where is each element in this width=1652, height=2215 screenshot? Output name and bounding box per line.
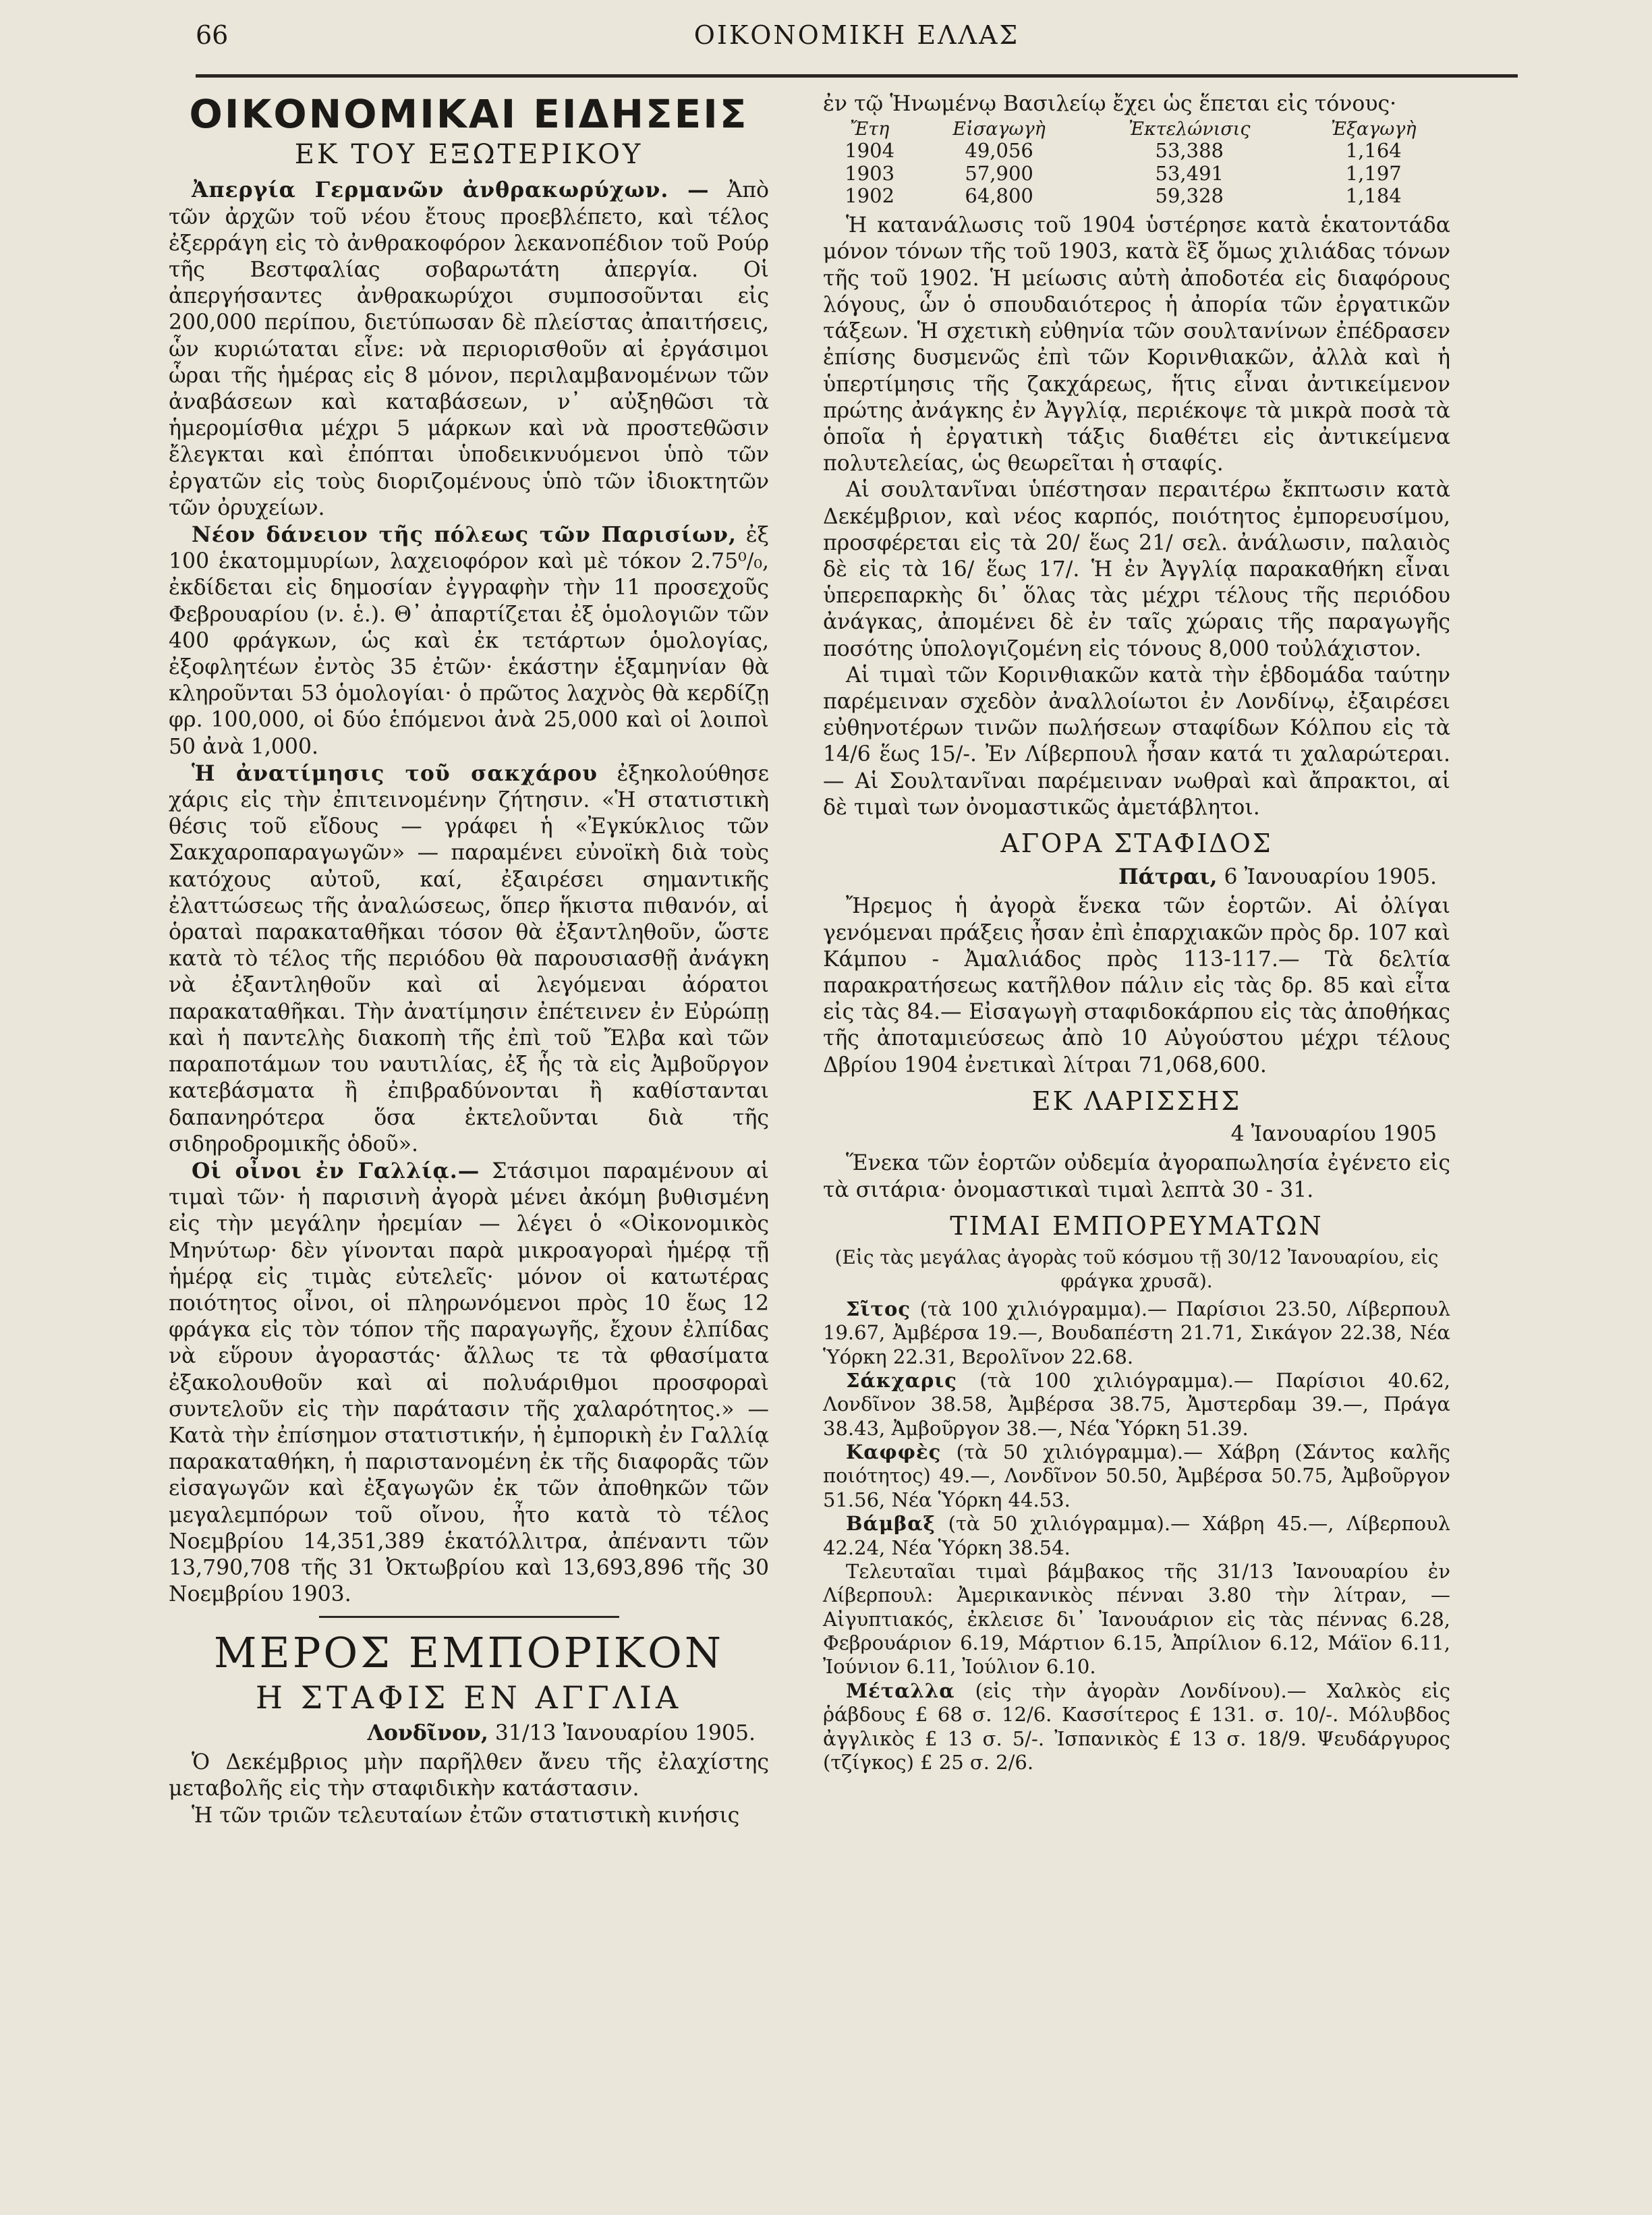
price-entry-lead: Μέταλλα [846,1679,955,1702]
table-cell: 1903 [845,161,895,185]
price-entry-text: (τὰ 100 χιλιόγραμμα).— Παρίσιοι 23.50, Λίβερπουλ 19.67, Ἀμβέρσα 19.—, Βουδαπέστη 21.71, Σικάγον 22.38, Νέα Ὑόρκη 22.31, Βερολῖνον 22.68. [823,1297,1451,1368]
commercial-section-title: ΜΕΡΟΣ ΕΜΠΟΡΙΚΟΝ [213,1628,724,1678]
price-entry-wheat [823,1297,1450,1369]
table-cell: 57,900 [965,161,1033,185]
table-row [823,163,1450,185]
table-cell: 1,184 [1345,184,1402,207]
article-lead: Ἀπεργία Γερμανῶν ἀνθρακωρύχων. — [192,177,710,203]
table-header: Ἐξαγωγὴ [1330,119,1417,140]
paragraph: Ἡ κατανάλωσις τοῦ 1904 ὑστέρησε κατὰ ἑκατοντάδα μόνον τόνων τῆς τοῦ 1903, κατὰ ἓξ ὅμως χιλιάδας τόνων τῆς τοῦ 1902. Ἡ μείωσις αὐτὴ ἀποδοτέα εἰς διαφόρους λόγους, ὧν ὁ σπουδαιότερος ἡ ἀπορία τῶν ἐργατικῶν τάξεων. Ἡ σχετικὴ εὐθηνία τῶν σουλτανίνων ἐπέδρασεν ἐπίσης δυσμενῶς ἐπὶ τῶν Κορινθιακῶν, ἀλλὰ καὶ ἡ ὑπερτίμησις τῆς ζακχάρεως, ἥτις εἶναι ἀντικείμενον πρώτης ἀνάγκης ἐν Ἀγγλίᾳ, περιέκοψε τὰ μικρὰ ποσὰ τὰ ὁποῖα ἡ ἐργατικὴ τάξις διαθέτει εἰς ἀντικείμενα πολυτελείας, ὡς θεωρεῖται ἡ σταφίς. [823,213,1450,476]
article-lead: Νέον δάνειον τῆς πόλεως τῶν Παρισίων, [192,522,737,548]
paragraph: Αἱ τιμαὶ τῶν Κορινθιακῶν κατὰ τὴν ἑβδομάδα ταύτην παρέμειναν σχεδὸν ἀναλλοίωτοι ἐν Λονδίνῳ, ἐξαιρέσει εὐθηνοτέρων τινῶν πωλήσεων σταφίδων Κόλπου εἰς τὰ 14/6 ἕως 15/-. Ἐν Λίβερπουλ ἦσαν κατά τι χαλαρώτεραι.— Αἱ Σουλτανῖναι παρέμειναν νωθραὶ καὶ ἄπρακτοι, αἱ δὲ τιμαὶ των ὀνομαστικῶς ἀμετάβλητοι. [823,663,1450,820]
article-sugar [169,760,769,1158]
running-header [196,20,1518,61]
dateline-place: Πάτραι, [1118,864,1218,890]
table-cell: 1,197 [1345,161,1402,185]
section-divider [319,1616,619,1618]
price-entry-text: (τὰ 50 χιλιόγραμμα).— Χάβρη (Σάντος καλῆς ποιότητος) 49.—, Λονδῖνον 50.50, Ἀμβέρσα 50.75, Ἀμβοῦργον 51.56, Νέα Ὑόρκη 44.53. [823,1440,1450,1511]
article-strike [169,177,769,522]
price-entry-text: Τελευταῖαι τιμαὶ βάμβακος τῆς 31/13 Ἰανουαρίου ἐν Λίβερπουλ: Ἀμερικανικὸς πένναι 3.80 τὴν λίτραν, — Αἰγυπτιακός, ἐκλεισε δι᾿ Ἰανουάριον εἰς τὰς πέννας 6.28, Φεβρουάριον 6.19, Μάρτιον 6.15, Ἀπρίλιον 6.12, Μάϊον 6.11, Ἰούνιον 6.11, Ἰούλιον 6.10. [823,1559,1450,1679]
price-entry-lead: Βάμβαξ [846,1512,936,1536]
commodity-prices-title: ΤΙΜΑΙ ΕΜΠΟΡΕΥΜΑΤΩΝ [950,1210,1323,1241]
paragraph: Ἕνεκα τῶν ἑορτῶν οὐδεμία ἀγοραπωλησία ἐγένετο εἰς τὰ σιτάρια· ὀνομαστικαὶ τιμαὶ λεπτὰ 30 - 31. [823,1151,1450,1202]
dateline-date: 4 Ἰανουαρίου 1905 [1230,1122,1437,1147]
dateline-date: 31/13 Ἰανουαρίου 1905. [494,1720,756,1745]
price-entry-coffee [823,1440,1450,1512]
table-cell: 53,491 [1155,161,1224,185]
price-entry-lead: Σῖτος [846,1297,911,1320]
table-header-row [823,119,1450,140]
article-body: ἐξηκολούθησε χάρις εἰς τὴν ἐπιτεινομένην ζήτησιν. «Ἡ στατιστικὴ θέσις τοῦ εἴδους — γράφει ἡ «Ἐγκύκλιος τῶν Σακχαροπαραγωγῶν» — παραμένει εὐνοϊκὴ διὰ τοὺς κατόχους αὐτοῦ, καί, ἐξαιρέσει σημαντικῆς ἐλαττώσεως τῆς ἀναλώσεως, ὅπερ ἥκιστα πιθανόν, αἱ ὁραταὶ παρακαταθῆκαι τόσον θὰ ἐξαντληθοῦν, ὥστε κατὰ τὸ τέλος τῆς περιόδου θὰ παρουσιασθῇ ἀνάγκη νὰ ἐξαντληθοῦν καὶ αἱ λεγόμεναι ἀόρατοι παρακαταθῆκαι. Τὴν ἀνατίμησιν ἐπέτεινεν ἐν Εὐρώπῃ καὶ ἡ παντελὴς διακοπὴ τῆς ἐπὶ τοῦ Ἔλβα καὶ τῶν παραποτάμων του ναυτιλίας, ἐξ ἧς τὰ εἰς Ἀμβοῦργον κατεβάσματα ἢ ἐπιβραδύνονται ἢ καθίστανται δαπανηρότερα ὅσα ἐκτελοῦνται διὰ τῆς σιδηροδρομικῆς ὁδοῦ». [169,761,769,1156]
price-entry-cotton [823,1512,1450,1560]
price-entry-text: (εἰς τὴν ἀγορὰν Λονδίνου).— Χαλκὸς εἰς ῥάβδους £ 68 σ. 12/6. Κασσίτερος £ 131. σ. 10/-. Μόλυβδος ἀγγλικὸς £ 13 σ. 5/-. Ἰσπανικὸς £ 13 σ. 18/9. Ψευδάργυρος (τζίγκος) £ 25 σ. 2/6. [823,1679,1450,1774]
prices-note: (Εἰς τὰς μεγάλας ἀγορὰς τοῦ κόσμου τῇ 30/12 Ἰανουαρίου, εἰς φράγκα χρυσᾶ). [834,1246,1439,1292]
page-number: 66 [196,20,229,50]
table-cell: 1,164 [1345,139,1402,163]
price-entry-text: (τὰ 100 χιλιόγραμμα).— Παρίσιοι 40.62, Λονδῖνον 38.58, Ἀμβέρσα 38.75, Ἀμστερδαμ 39.—, Πράγα 38.43, Ἀμβοῦργον 38.—, Νέα Ὑόρκη 51.39. [823,1368,1451,1440]
right-column [823,91,1450,1774]
table-header: Ἔτη [849,119,890,140]
price-entry-sugar [823,1369,1450,1440]
article-body: Ἀπὸ τῶν ἀρχῶν τοῦ νέου ἔτους προεβλέπετο, καὶ τέλος ἐξερράγη εἰς τὸ ἀνθρακοφόρον λεκανοπέδιον τοῦ Ρούρ τῆς Βεστφαλίας σοβαρωτάτη ἀπεργία. Οἱ ἀπεργήσαντες ἀνθρακωρύχοι συμποσοῦνται εἰς 200,000 περίπου, διετύπωσαν δὲ πλείστας ἀπαιτήσεις, ὧν κυριώταται εἶνε: νὰ περιορισθοῦν αἱ ἐργάσιμοι ὧραι τῆς ἡμέρας εἰς 8 μόνον, περιλαμβανομένων τῶν ἀναβάσεων καὶ καταβάσεων, ν᾿ αὐξηθῶσι τὰ ἡμερομίσθια μέχρι 5 μάρκων καὶ νὰ προστεθῶσιν ἔλεγκται καὶ ἐπόπται ὑποδεικνυόμενοι ὑπὸ τῶν ἐργατῶν εἰς τοὺς διοριζομένους ὑπὸ τῶν ἰδιοκτητῶν τῶν ὀρυχείων. [169,178,769,520]
paragraph: Ὁ Δεκέμβριος μὴν παρῆλθεν ἄνευ τῆς ἐλαχίστης μεταβολῆς εἰς τὴν σταφιδικὴν κατάστασιν. [169,1750,769,1801]
paragraph: Αἱ σουλτανῖναι ὑπέστησαν περαιτέρω ἔκπτωσιν κατὰ Δεκέμβριον, καὶ νέος καρπός, ποιότητος ἐμπορευσίμου, προσφέρεται εἰς τὰ 20/ ἕως 21/ σελ. ἀνάλωσιν, παλαιὸς δὲ εἰς τὰ 16/ ἕως 17/. Ἡ ἐν Ἀγγλίᾳ παρακαθήκη εἶναι ὑπερεπαρκὴς δι᾿ ὅλας τὰς μέχρι τέλους τῆς περιόδου ἀνάγκας, ἀπομένει δὲ ἐν ταῖς χώραις τῆς παραγωγῆς ποσότης ὑπολογιζομένη εἰς τόνους 8,000 τοὐλάχιστον. [823,478,1450,661]
raisin-stats-table [823,119,1450,207]
article-lead: Ἡ ἀνατίμησις τοῦ σακχάρου [192,760,598,786]
raisin-england-title: Η ΣΤΑΦΙΣ ΕΝ ΑΓΓΛΙΑ [255,1679,683,1716]
article-body: ἐξ 100 ἑκατομμυρίων, λαχειοφόρον καὶ μὲ τόκον 2.75⁰/₀, ἐκδίδεται εἰς δημοσίαν ἐγγραφὴν τὴν 11 προσεχοῦς Φεβρουαρίου (ν. ἑ.). Θ᾿ ἀπαρτίζεται ἐξ ὁμολογιῶν τῶν 400 φράγκων, ὡς καὶ ἐκ τετάρτων ὁμολογίας, ἐξοφλητέων ἐντὸς 35 ἐτῶν· ἑκάστην ἑξαμηνίαν θὰ κληροῦνται 53 ὁμολογίαι· ὁ πρῶτος λαχνὸς θὰ κερδίζῃ φρ. 100,000, οἱ δύο ἑπόμενοι ἀνὰ 25,000 καὶ οἱ λοιποὶ 50 ἀνὰ 1,000. [169,523,770,759]
dateline-date: 6 Ἰανουαρίου 1905. [1224,865,1437,890]
larissa-title: ΕΚ ΛΑΡΙΣΣΗΣ [1031,1086,1242,1116]
article-body: Στάσιμοι παραμένουν αἱ τιμαὶ τῶν· ἡ παρισινὴ ἀγορὰ μένει ἀκόμη βυθισμένη εἰς τὴν μεγάλην ἠρεμίαν — λέγει ὁ «Οἰκονομικὸς Μηνύτωρ· δὲν γίνονται παρὰ μικροαγοραὶ ἡμέρᾳ τῇ ἡμέρᾳ εἰς τιμὰς εὐτελεῖς· μόνον οἱ κατωτέρας ποιότητος οἶνοι, οἱ πληρωνόμενοι πρὸς 10 ἕως 12 φράγκα εἰς τὸν τόπον τῆς παραγωγῆς, ἔχουν ἐλπίδας νὰ εὕρουν ἀγοραστάς· ἄλλως τε τὰ φθασίματα ἐξακολουθοῦν καὶ αἱ πολυάριθμοι προσφοραὶ συντελοῦν εἰς τὴν παράτασιν τῆς χαλαρότητος.» — Κατὰ τὴν ἐπίσημον στατιστικήν, ἡ ἐμπορικὴ ἐν Γαλλίᾳ παρακαταθήκη, ἡ παριστανομένη ἐκ τῆς διαφορᾶς τῶν εἰσαγωγῶν καὶ ἐξαγωγῶν ἐκ τῶν ἀποθηκῶν τῶν μεγαλεμπόρων τοῦ οἴνου, ἦτο κατὰ τὸ τέλος Νοεμβρίου 14,351,389 ἑκατόλλιτρα, ἀπέναντι τῶν 13,790,708 τῆς 31 Ὀκτωβρίου καὶ 13,693,896 τῆς 30 Νοεμβρίου 1903. [169,1158,769,1607]
section-title: ΟΙΚΟΝΟΜΙΚΑΙ ΕΙΔΗΣΕΙΣ [189,91,749,137]
dateline [169,1720,756,1747]
price-entry-text: (τὰ 50 χιλιόγραμμα).— Χάβρη 45.—, Λίβερπουλ 42.24, Νέα Ὑόρκη 38.54. [823,1512,1450,1559]
table-row [823,140,1450,162]
price-entry-metals [823,1679,1450,1775]
left-column [169,91,769,1829]
article-wine [169,1158,769,1608]
table-cell: 1904 [845,139,895,163]
dateline [823,864,1437,891]
table-cell: 59,328 [1155,184,1224,207]
table-header: Ἐκτελώνισις [1129,119,1251,140]
price-entry-lead: Σάκχαρις [846,1368,957,1392]
article-paris-loan [169,522,769,760]
table-row [823,185,1450,207]
header-rule [196,74,1518,78]
paragraph: Ἡ τῶν τριῶν τελευταίων ἐτῶν στατιστικὴ κινήσις [192,1803,740,1828]
price-entry-cotton-liverpool [823,1560,1450,1679]
article-lead: Οἱ οἶνοι ἐν Γαλλίᾳ.— [192,1158,480,1183]
paragraph-continued: ἐν τῷ Ἡνωμένῳ Βασιλείῳ ἔχει ὡς ἕπεται εἰς τόνους· [823,92,1397,116]
section-subtitle: ΕΚ ΤΟΥ ΕΞΩΤΕΡΙΚΟΥ [294,138,644,170]
price-entry-lead: Καφφὲς [846,1440,942,1464]
journal-title: ΟΙΚΟΝΟΜΙΚΗ ΕΛΛΑΣ [693,20,1020,50]
table-header: Εἰσαγωγὴ [952,119,1046,140]
table-cell: 53,388 [1155,139,1224,163]
table-cell: 64,800 [965,184,1033,207]
raisin-market-title: ΑΓΟΡΑ ΣΤΑΦΙΔΟΣ [1000,828,1273,858]
dateline-place: Λονδῖνον, [367,1720,488,1745]
table-cell: 1902 [845,184,895,207]
price-list [823,1297,1450,1775]
paragraph: Ἤρεμος ἡ ἀγορὰ ἕνεκα τῶν ἑορτῶν. Αἱ ὀλίγαι γενόμεναι πράξεις ἦσαν ἐπὶ ἐπαρχιακῶν πρὸς δρ. 107 καὶ Κάμπου - Ἀμαλιάδος πρὸς 113-117.— Τὰ δελτία παρακρατήσεως κατῆλθον πάλιν εἰς τὰς δρ. 85 καὶ εἶτα εἰς τὰς 84.— Εἰσαγωγὴ σταφιδοκάρπου εἰς τὰς ἀποθήκας τῆς ἀποταμιεύσεως ἀπὸ 10 Αὐγούστου μέχρι τέλους Δβρίου 1904 ἐνετικαὶ λίτραι 71,068,600. [823,894,1450,1077]
table-cell: 49,056 [965,139,1033,163]
